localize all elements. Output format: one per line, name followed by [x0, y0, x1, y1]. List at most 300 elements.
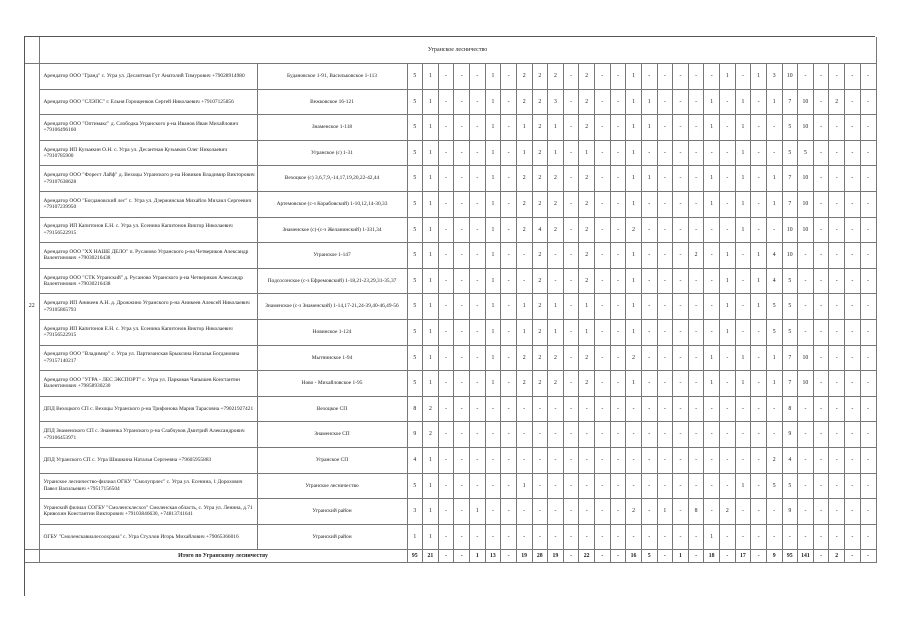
value-cell: - [688, 140, 704, 166]
value-cell: 4 [532, 217, 548, 243]
value-cell: - [720, 422, 736, 448]
value-cell: - [610, 345, 626, 371]
value-cell: - [501, 345, 517, 371]
value-cell: 1 [423, 191, 439, 217]
value-cell: - [735, 243, 751, 269]
value-cell: 1 [626, 371, 642, 397]
value-cell: 10 [798, 345, 814, 371]
value-cell: - [501, 115, 517, 141]
value-cell: - [688, 447, 704, 473]
value-cell: - [845, 89, 861, 115]
value-cell: - [501, 319, 517, 345]
value-cell: - [813, 64, 829, 90]
value-cell: - [766, 396, 782, 422]
document-table [24, 36, 875, 596]
value-cell: - [860, 447, 876, 473]
row-description: Арендатор ООО "Гранд" с. Угра ул. Десантная Гуг Анатолий Тимурович +79028914980 [39, 64, 257, 90]
value-cell: - [657, 473, 673, 499]
row-location: Будановское 1-91, Васильковское 1-113 [257, 64, 407, 90]
value-cell: - [673, 268, 689, 294]
table-row [25, 166, 876, 192]
value-cell: 1 [485, 217, 501, 243]
value-cell: - [548, 268, 564, 294]
value-cell: 2 [532, 268, 548, 294]
value-cell: 1 [626, 166, 642, 192]
value-cell: 2 [579, 217, 595, 243]
value-cell: - [485, 447, 501, 473]
value-cell: - [657, 524, 673, 550]
value-cell: 1 [657, 499, 673, 525]
value-cell: - [595, 319, 611, 345]
value-cell: - [454, 499, 470, 525]
value-cell: - [657, 294, 673, 320]
value-cell: - [673, 524, 689, 550]
value-cell: 2 [688, 243, 704, 269]
value-cell: 5 [766, 473, 782, 499]
value-cell: - [595, 447, 611, 473]
value-cell: 7 [782, 191, 798, 217]
value-cell: - [470, 524, 486, 550]
value-cell: 5 [407, 166, 423, 192]
value-cell: - [641, 64, 657, 90]
value-cell: 1 [735, 371, 751, 397]
value-cell: - [501, 396, 517, 422]
value-cell: - [610, 115, 626, 141]
value-cell: - [798, 319, 814, 345]
value-cell: - [845, 217, 861, 243]
table-row [25, 294, 876, 320]
value-cell: - [860, 268, 876, 294]
value-cell: - [688, 422, 704, 448]
value-cell: 1 [704, 89, 720, 115]
value-cell: - [688, 371, 704, 397]
total-label: Итого по Угранскому лесничеству [39, 550, 407, 563]
row-location: Новинское 1-124 [257, 319, 407, 345]
value-cell: - [657, 268, 673, 294]
value-cell: - [751, 319, 767, 345]
value-cell: 2 [516, 64, 532, 90]
value-cell: - [626, 396, 642, 422]
value-cell: - [516, 243, 532, 269]
value-cell: 5 [782, 140, 798, 166]
value-cell: - [751, 166, 767, 192]
value-cell: 7 [782, 371, 798, 397]
value-cell: 10 [798, 217, 814, 243]
value-cell: - [688, 294, 704, 320]
value-cell: - [548, 422, 564, 448]
value-cell: - [829, 243, 845, 269]
value-cell: - [595, 473, 611, 499]
value-cell: - [813, 396, 829, 422]
value-cell: 2 [548, 345, 564, 371]
value-cell: 2 [532, 294, 548, 320]
total-value-cell: 1 [470, 550, 486, 563]
value-cell: - [673, 499, 689, 525]
value-cell: 1 [766, 371, 782, 397]
value-cell: 1 [485, 294, 501, 320]
value-cell: - [501, 89, 517, 115]
value-cell: 2 [532, 115, 548, 141]
value-cell: - [641, 473, 657, 499]
value-cell: 5 [782, 294, 798, 320]
value-cell: - [829, 191, 845, 217]
value-cell: - [735, 447, 751, 473]
value-cell: - [501, 524, 517, 550]
value-cell: - [860, 473, 876, 499]
value-cell: 1 [704, 371, 720, 397]
value-cell: - [657, 447, 673, 473]
value-cell: - [704, 396, 720, 422]
value-cell: - [595, 64, 611, 90]
value-cell: - [470, 294, 486, 320]
table-row [25, 396, 876, 422]
value-cell: - [485, 396, 501, 422]
value-cell: - [532, 447, 548, 473]
value-cell: - [813, 191, 829, 217]
value-cell: - [860, 524, 876, 550]
total-spacer [25, 550, 39, 563]
value-cell: 10 [798, 166, 814, 192]
value-cell: 8 [782, 396, 798, 422]
value-cell: - [454, 140, 470, 166]
value-cell: - [626, 447, 642, 473]
value-cell: - [829, 294, 845, 320]
value-cell: - [766, 217, 782, 243]
value-cell: - [813, 243, 829, 269]
value-cell: - [438, 371, 454, 397]
value-cell: 5 [407, 89, 423, 115]
value-cell: - [563, 89, 579, 115]
row-number: 22 [25, 64, 39, 550]
value-cell: - [657, 166, 673, 192]
value-cell: - [501, 166, 517, 192]
total-value-cell: 13 [485, 550, 501, 563]
value-cell: - [470, 319, 486, 345]
value-cell: 7 [782, 89, 798, 115]
value-cell: - [579, 422, 595, 448]
value-cell: 10 [798, 371, 814, 397]
table-row [25, 217, 876, 243]
value-cell: - [516, 268, 532, 294]
value-cell: 10 [782, 243, 798, 269]
value-cell: - [470, 217, 486, 243]
row-location: Знаменское (с-з Знаменский) 1-14,17-21,24-39,40-46,49-56 [257, 294, 407, 320]
value-cell: - [532, 524, 548, 550]
value-cell: - [751, 473, 767, 499]
value-cell: - [501, 243, 517, 269]
value-cell: - [610, 268, 626, 294]
total-value-cell: 18 [704, 550, 720, 563]
value-cell: - [860, 217, 876, 243]
value-cell: - [501, 499, 517, 525]
value-cell: 1 [735, 473, 751, 499]
value-cell: - [610, 64, 626, 90]
value-cell: - [751, 396, 767, 422]
value-cell: - [454, 89, 470, 115]
value-cell: 1 [548, 115, 564, 141]
total-value-cell: - [813, 550, 829, 563]
value-cell: - [501, 217, 517, 243]
value-cell: - [563, 447, 579, 473]
value-cell: - [438, 89, 454, 115]
value-cell: 2 [579, 166, 595, 192]
value-cell: - [438, 217, 454, 243]
row-description: Арендатор ИП Аникеев А.Н. д. Дрожжино Угранского р-на Аникеев Алексей Николаевич +79105865793 [39, 294, 257, 320]
value-cell: - [798, 499, 814, 525]
value-cell: 2 [579, 89, 595, 115]
value-cell: 5 [766, 294, 782, 320]
value-cell: - [845, 319, 861, 345]
value-cell: 7 [782, 345, 798, 371]
value-cell: - [720, 396, 736, 422]
value-cell: - [782, 524, 798, 550]
value-cell: 5 [407, 191, 423, 217]
value-cell: 1 [423, 166, 439, 192]
total-value-cell: 5 [641, 550, 657, 563]
value-cell: - [501, 191, 517, 217]
value-cell: - [704, 447, 720, 473]
value-cell: - [595, 191, 611, 217]
value-cell: 10 [782, 64, 798, 90]
value-cell: - [766, 524, 782, 550]
value-cell: - [798, 294, 814, 320]
value-cell: - [688, 217, 704, 243]
value-cell: 2 [532, 345, 548, 371]
value-cell: - [845, 115, 861, 141]
value-cell: - [563, 64, 579, 90]
value-cell: 1 [485, 268, 501, 294]
value-cell: - [657, 64, 673, 90]
row-description: Арендатор ООО "Оптимакс" д. Слободка Угранского р-на Иванов Иван Михайлович +79106496160 [39, 115, 257, 141]
row-description: ОГБУ "Смоленскавиалесоохрана" с. Угра Стуллов Игорь Михайлович +79065366016 [39, 524, 257, 550]
value-cell: - [563, 140, 579, 166]
value-cell: - [813, 345, 829, 371]
row-location: Вежковское 16-121 [257, 89, 407, 115]
value-cell: - [438, 422, 454, 448]
value-cell: 4 [766, 243, 782, 269]
value-cell: - [485, 422, 501, 448]
value-cell: 2 [532, 89, 548, 115]
value-cell: - [438, 524, 454, 550]
table-row [25, 473, 876, 499]
value-cell: 2 [579, 268, 595, 294]
value-cell: 1 [735, 166, 751, 192]
value-cell: 1 [735, 89, 751, 115]
row-description: Арендатор ИП Капитонов Е.Н. с. Угра ул. Есенина Капитонов Виктор Николаевич +79156522915 [39, 217, 257, 243]
table-row [25, 524, 876, 550]
value-cell: - [766, 115, 782, 141]
value-cell: 2 [579, 345, 595, 371]
value-cell: 2 [516, 217, 532, 243]
value-cell: 1 [626, 319, 642, 345]
value-cell: - [657, 115, 673, 141]
value-cell: - [688, 524, 704, 550]
value-cell: - [438, 268, 454, 294]
value-cell: - [657, 89, 673, 115]
value-cell: - [845, 294, 861, 320]
table-row [25, 64, 876, 90]
value-cell: - [720, 217, 736, 243]
value-cell: - [829, 64, 845, 90]
value-cell: 1 [423, 319, 439, 345]
value-cell: - [595, 371, 611, 397]
value-cell: 1 [751, 243, 767, 269]
value-cell: - [454, 345, 470, 371]
value-cell: 1 [751, 268, 767, 294]
value-cell: - [688, 268, 704, 294]
value-cell: - [673, 422, 689, 448]
value-cell: 1 [485, 166, 501, 192]
value-cell: - [470, 422, 486, 448]
value-cell: - [813, 371, 829, 397]
value-cell: 1 [735, 140, 751, 166]
value-cell: 1 [751, 294, 767, 320]
row-location: Артемовское (с-з Корабовский) 1-10,12,14-30,33 [257, 191, 407, 217]
total-value-cell: 21 [423, 550, 439, 563]
value-cell: 2 [579, 64, 595, 90]
value-cell: - [610, 499, 626, 525]
value-cell: - [470, 64, 486, 90]
value-cell: 1 [579, 140, 595, 166]
total-value-cell: 1 [673, 550, 689, 563]
value-cell: - [673, 166, 689, 192]
row-description: Арендатор ООО "СТК Угранский" д. Русаново Угранского р-на Четвериков Александр Валентинович +79030216438 [39, 268, 257, 294]
value-cell: 1 [485, 140, 501, 166]
value-cell: - [751, 447, 767, 473]
value-cell: - [595, 243, 611, 269]
value-cell: - [860, 89, 876, 115]
value-cell: - [813, 268, 829, 294]
row-location: Знаменское (с)-(с-з Желанинский) 1-331,34 [257, 217, 407, 243]
value-cell: - [704, 217, 720, 243]
value-cell: - [454, 524, 470, 550]
value-cell: - [579, 473, 595, 499]
value-cell: - [845, 345, 861, 371]
value-cell: - [563, 115, 579, 141]
value-cell: - [829, 447, 845, 473]
table-row [25, 422, 876, 448]
value-cell: 1 [641, 166, 657, 192]
value-cell: 3 [548, 89, 564, 115]
value-cell: - [470, 140, 486, 166]
value-cell: 5 [407, 473, 423, 499]
value-cell: - [595, 140, 611, 166]
total-value-cell: 95 [407, 550, 423, 563]
value-cell: - [720, 115, 736, 141]
value-cell: - [438, 473, 454, 499]
value-cell: - [454, 268, 470, 294]
value-cell: 5 [407, 268, 423, 294]
value-cell: 5 [407, 217, 423, 243]
value-cell: - [829, 140, 845, 166]
value-cell: - [563, 243, 579, 269]
row-location: Знаменское СП [257, 422, 407, 448]
value-cell: 2 [516, 166, 532, 192]
value-cell: - [673, 89, 689, 115]
value-cell: - [845, 499, 861, 525]
value-cell: - [579, 447, 595, 473]
value-cell: - [438, 64, 454, 90]
value-cell: - [751, 191, 767, 217]
value-cell: - [735, 422, 751, 448]
table-row [25, 319, 876, 345]
value-cell: - [720, 345, 736, 371]
value-cell: - [454, 191, 470, 217]
value-cell: - [641, 396, 657, 422]
value-cell: - [813, 166, 829, 192]
value-cell: - [610, 166, 626, 192]
total-value-cell: 9 [766, 550, 782, 563]
value-cell: 2 [626, 217, 642, 243]
table-row [25, 191, 876, 217]
value-cell: 3 [766, 64, 782, 90]
value-cell: - [688, 166, 704, 192]
value-cell: - [673, 191, 689, 217]
section-title: Угранское лесничество [39, 37, 876, 64]
value-cell: 5 [407, 319, 423, 345]
value-cell: - [470, 268, 486, 294]
row-description: ДПД Угранского СП с. Угра Шишкина Наталья Сергеевна +79605955883 [39, 447, 257, 473]
row-location: Вехоцкое СП [257, 396, 407, 422]
value-cell: - [454, 371, 470, 397]
value-cell: - [829, 115, 845, 141]
value-cell: - [516, 422, 532, 448]
value-cell: 1 [626, 243, 642, 269]
value-cell: - [751, 115, 767, 141]
value-cell: 2 [532, 191, 548, 217]
value-cell: - [673, 447, 689, 473]
value-cell: - [438, 499, 454, 525]
value-cell: - [735, 524, 751, 550]
value-cell: - [454, 447, 470, 473]
value-cell: - [501, 447, 517, 473]
value-cell: - [813, 473, 829, 499]
value-cell: - [641, 319, 657, 345]
row-description: ДПД Знаменского СП с. Знаменка Угранского р-на Слабчуков Дмитрий Александрович +79106453971 [39, 422, 257, 448]
value-cell: 5 [407, 294, 423, 320]
value-cell: 1 [579, 294, 595, 320]
value-cell: - [829, 319, 845, 345]
value-cell: - [438, 115, 454, 141]
value-cell: - [860, 396, 876, 422]
row-location: Угранское лесничество [257, 473, 407, 499]
row-description: Арендатор ООО "Богдановский лес" с. Угра ул. Дзержинская Михайло Михаил Сергеевич +79107239950 [39, 191, 257, 217]
value-cell: 1 [485, 191, 501, 217]
value-cell: - [673, 345, 689, 371]
value-cell: - [845, 166, 861, 192]
value-cell: - [438, 243, 454, 269]
value-cell: - [673, 243, 689, 269]
value-cell: - [641, 217, 657, 243]
value-cell: 1 [704, 524, 720, 550]
value-cell: 2 [548, 371, 564, 397]
value-cell: 9 [782, 499, 798, 525]
value-cell: - [563, 319, 579, 345]
value-cell: 1 [423, 473, 439, 499]
value-cell: - [641, 268, 657, 294]
value-cell: - [829, 473, 845, 499]
value-cell: - [688, 319, 704, 345]
value-cell: - [845, 140, 861, 166]
value-cell: 5 [407, 115, 423, 141]
value-cell: - [626, 524, 642, 550]
value-cell: - [610, 217, 626, 243]
row-description: Арендатор ООО "СЛЭПС" г. Ельня Горощенков Сергей Николаевич +79107125856 [39, 89, 257, 115]
value-cell: - [657, 345, 673, 371]
value-cell: - [579, 524, 595, 550]
value-cell: - [860, 166, 876, 192]
value-cell: - [798, 64, 814, 90]
